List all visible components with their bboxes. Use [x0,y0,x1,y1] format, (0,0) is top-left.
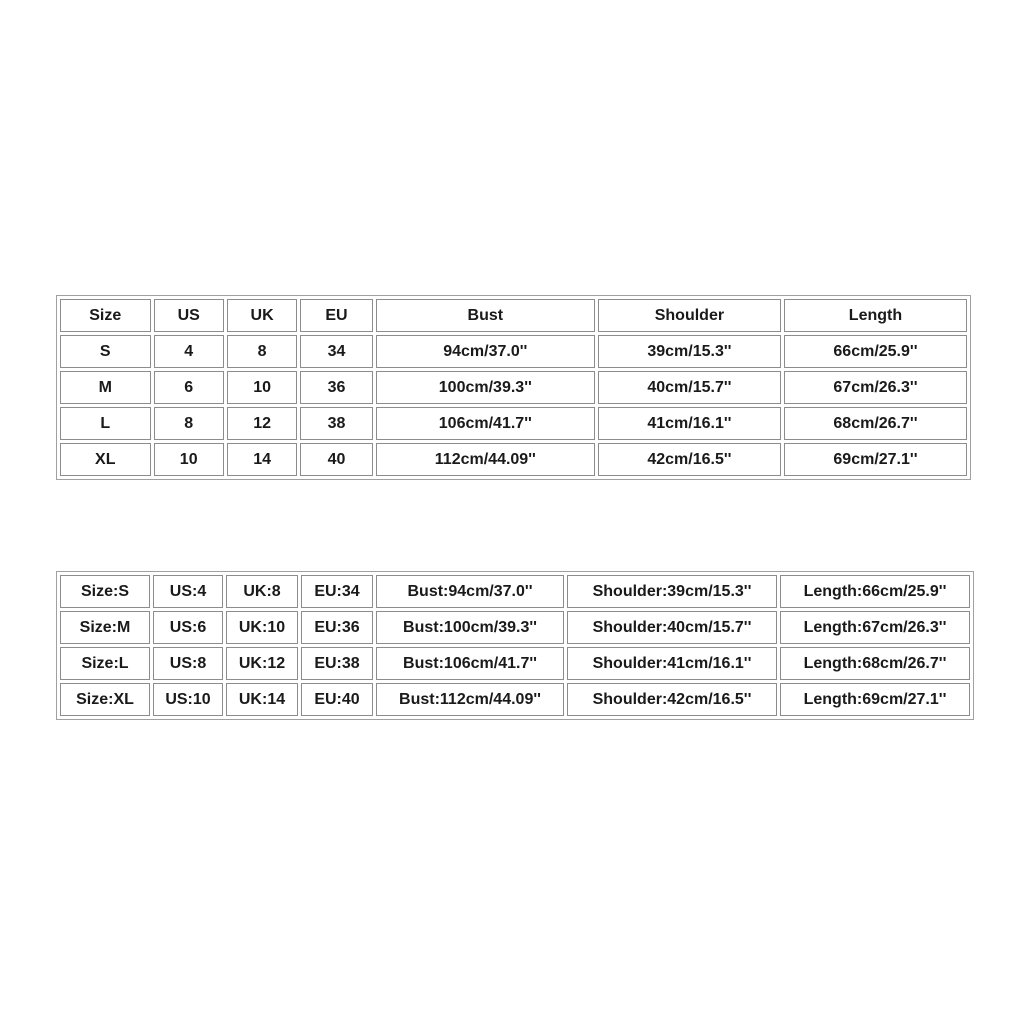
cell-us: US:10 [153,683,223,716]
cell-shoulder: 42cm/16.5'' [598,443,781,476]
cell-eu: 38 [300,407,372,440]
cell-size: Size:XL [60,683,150,716]
cell-bust: Bust:106cm/41.7'' [376,647,564,680]
cell-length: Length:68cm/26.7'' [780,647,970,680]
header-uk: UK [227,299,297,332]
cell-us: US:4 [153,575,223,608]
cell-size: M [60,371,151,404]
cell-eu: EU:34 [301,575,373,608]
table-row [60,443,967,476]
table-row [60,335,967,368]
cell-length: Length:69cm/27.1'' [780,683,970,716]
table-row [60,611,970,644]
cell-shoulder: Shoulder:39cm/15.3'' [567,575,777,608]
cell-bust: 112cm/44.09'' [376,443,595,476]
cell-eu: EU:40 [301,683,373,716]
cell-shoulder: Shoulder:40cm/15.7'' [567,611,777,644]
cell-uk: 12 [227,407,297,440]
table-row [60,575,970,608]
cell-size: S [60,335,151,368]
cell-bust: 100cm/39.3'' [376,371,595,404]
cell-size: Size:S [60,575,150,608]
cell-bust: 94cm/37.0'' [376,335,595,368]
cell-eu: EU:36 [301,611,373,644]
cell-shoulder: Shoulder:41cm/16.1'' [567,647,777,680]
header-eu: EU [300,299,372,332]
cell-size: Size:M [60,611,150,644]
cell-length: 66cm/25.9'' [784,335,967,368]
cell-uk: 10 [227,371,297,404]
size-chart-table [56,295,971,480]
cell-us: 6 [154,371,224,404]
cell-us: 10 [154,443,224,476]
cell-shoulder: Shoulder:42cm/16.5'' [567,683,777,716]
cell-uk: 8 [227,335,297,368]
table-row [60,647,970,680]
header-us: US [154,299,224,332]
header-bust: Bust [376,299,595,332]
cell-eu: 40 [300,443,372,476]
cell-shoulder: 40cm/15.7'' [598,371,781,404]
cell-us: 8 [154,407,224,440]
table-header-row [60,299,967,332]
table-row [60,407,967,440]
cell-uk: UK:10 [226,611,298,644]
cell-size: Size:L [60,647,150,680]
header-size: Size [60,299,151,332]
cell-length: 67cm/26.3'' [784,371,967,404]
cell-length: Length:67cm/26.3'' [780,611,970,644]
cell-shoulder: 39cm/15.3'' [598,335,781,368]
cell-shoulder: 41cm/16.1'' [598,407,781,440]
cell-uk: UK:14 [226,683,298,716]
header-length: Length [784,299,967,332]
cell-us: US:6 [153,611,223,644]
cell-us: 4 [154,335,224,368]
cell-eu: 36 [300,371,372,404]
cell-length: Length:66cm/25.9'' [780,575,970,608]
cell-uk: UK:12 [226,647,298,680]
cell-size: L [60,407,151,440]
cell-us: US:8 [153,647,223,680]
size-chart-inline-table [56,571,974,720]
cell-uk: UK:8 [226,575,298,608]
table-row [60,371,967,404]
header-shoulder: Shoulder [598,299,781,332]
cell-bust: Bust:112cm/44.09'' [376,683,564,716]
cell-eu: 34 [300,335,372,368]
cell-eu: EU:38 [301,647,373,680]
table-row [60,683,970,716]
cell-size: XL [60,443,151,476]
cell-bust: Bust:100cm/39.3'' [376,611,564,644]
cell-bust: Bust:94cm/37.0'' [376,575,564,608]
cell-uk: 14 [227,443,297,476]
cell-length: 69cm/27.1'' [784,443,967,476]
cell-length: 68cm/26.7'' [784,407,967,440]
cell-bust: 106cm/41.7'' [376,407,595,440]
